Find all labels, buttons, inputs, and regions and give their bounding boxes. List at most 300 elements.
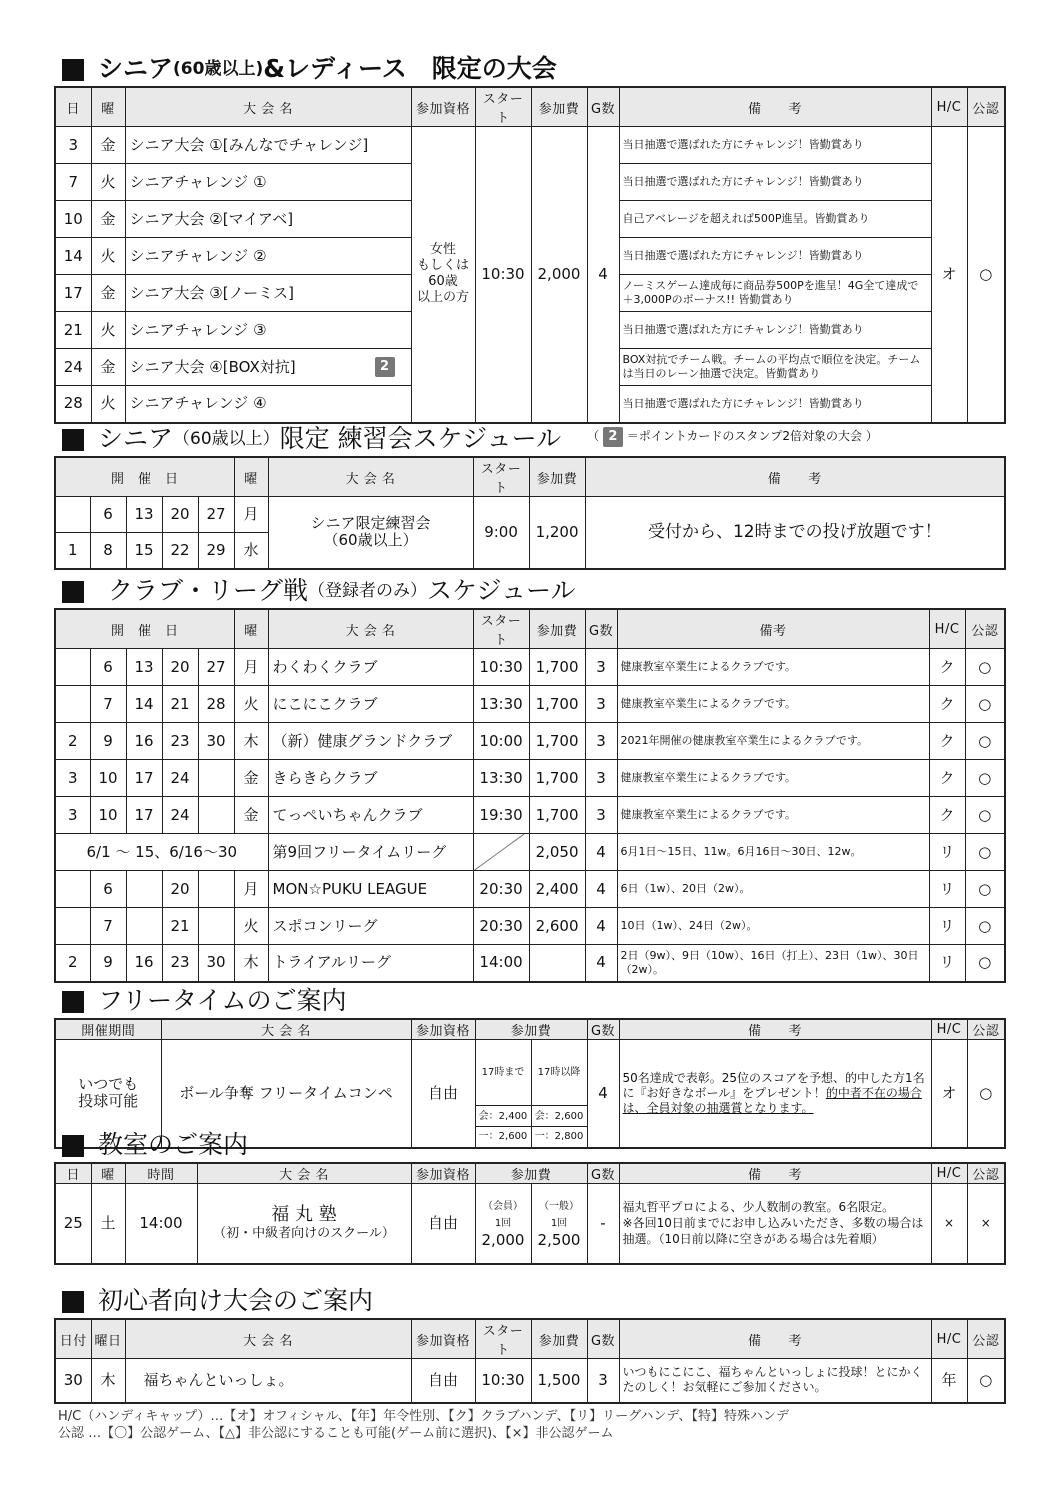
column-header: 参加費 xyxy=(529,609,585,649)
table-row xyxy=(55,686,1005,723)
official-cell: ○ xyxy=(965,871,1005,908)
official-cell: ○ xyxy=(965,760,1005,797)
dow-cell: 月 xyxy=(234,871,268,908)
note-open: （ xyxy=(587,429,600,443)
column-header: 大 会 名 xyxy=(197,1163,411,1184)
fee-cell: 1,700 xyxy=(529,797,585,834)
hc-cell: ク xyxy=(929,686,965,723)
date-cell xyxy=(55,497,90,533)
dow-cell: 木 xyxy=(91,1359,125,1403)
event-name-cell: ボール争奪 フリータイムコンペ xyxy=(161,1040,411,1148)
date-cell: 2 xyxy=(55,945,90,982)
official-cell: × xyxy=(967,1184,1005,1264)
date-cell: 23 xyxy=(162,723,198,760)
section-heading xyxy=(54,48,1004,86)
column-header: H/C xyxy=(931,1019,967,1040)
event-name-cell: シニアチャレンジ ④ xyxy=(125,386,411,423)
heading-text: シニア xyxy=(98,424,174,453)
column-header: 曜 xyxy=(234,609,268,649)
section-heading xyxy=(54,980,1004,1018)
day-cell: 7 xyxy=(55,164,91,201)
heading-text: シニア xyxy=(98,54,174,83)
fee-head-cell: 17時以降 xyxy=(531,1040,587,1106)
start-cell: 10:00 xyxy=(473,723,529,760)
section-heading xyxy=(54,1280,1004,1318)
official-cell: ○ xyxy=(965,649,1005,686)
column-header: 参加資格 xyxy=(411,1163,475,1184)
hc-cell: リ xyxy=(929,945,965,982)
note-cell: 6月1日～15日、11w。6月16日～30日、12w。 xyxy=(617,834,929,871)
heading-text: クラブ・リーグ戦 xyxy=(108,576,309,605)
square-bullet-icon xyxy=(62,581,84,603)
dow-cell: 火 xyxy=(234,686,268,723)
day-cell: 28 xyxy=(55,386,91,423)
column-header: G数 xyxy=(587,1019,619,1040)
hc-cell: オ xyxy=(931,127,967,423)
fee-once: 1回 xyxy=(494,1217,512,1229)
table-row xyxy=(55,945,1005,982)
column-header: 備 考 xyxy=(619,1019,931,1040)
table-row xyxy=(55,760,1005,797)
games-cell: 4 xyxy=(587,127,619,423)
date-cell xyxy=(55,908,90,945)
event-name-cell: てっぺいちゃんクラブ xyxy=(268,797,473,834)
column-header: 大 会 名 xyxy=(268,457,473,497)
table-row xyxy=(55,797,1005,834)
date-cell: 17 xyxy=(126,760,162,797)
column-header: 日 xyxy=(55,87,91,127)
start-cell xyxy=(473,834,529,871)
note-cell: BOX対抗でチーム戦。チームの平均点で順位を決定。チームは当日のレーン抽選で決定。皆勤賞あり xyxy=(619,349,931,386)
date-cell: 7 xyxy=(90,686,126,723)
date-cell: 14 xyxy=(126,686,162,723)
hc-cell: × xyxy=(931,1184,967,1264)
legend-hc: H/C（ハンディキャップ）…【オ】オフィシャル、【年】年令性別、【ク】クラブハンデ、【リ】リーグハンデ、【特】特殊ハンデ xyxy=(58,1409,789,1424)
games-cell: 4 xyxy=(585,945,617,982)
column-header: 備 考 xyxy=(585,457,1005,497)
day-cell: 14 xyxy=(55,238,91,275)
date-cell: 10 xyxy=(90,760,126,797)
event-name-cell: シニアチャレンジ ① xyxy=(125,164,411,201)
games-cell: 4 xyxy=(587,1040,619,1148)
date-cell: 24 xyxy=(162,797,198,834)
column-header: 備 考 xyxy=(619,1319,931,1359)
beginner-section xyxy=(54,1280,1004,1404)
date-cell: 20 xyxy=(162,649,198,686)
date-cell: 15 xyxy=(126,533,162,569)
heading-text: &レディース 限定の大会 xyxy=(263,54,557,83)
fee-cell xyxy=(529,945,585,982)
column-header: 参加費 xyxy=(531,87,587,127)
note-cell: いつもにこにこ、福ちゃんといっしょに投球！とにかくたのしく！お気軽にご参加ください。 xyxy=(619,1359,931,1403)
note-cell: 2021年開催の健康教室卒業生によるクラブです。 xyxy=(617,723,929,760)
school-sub: （初・中級者向けのスクール） xyxy=(213,1226,395,1242)
date-cell xyxy=(198,760,234,797)
fee-cell: 2,000 xyxy=(531,127,587,423)
legend xyxy=(58,1408,789,1442)
dow-cell: 木 xyxy=(234,945,268,982)
date-cell xyxy=(198,797,234,834)
games-cell: 4 xyxy=(585,871,617,908)
column-header: 大 会 名 xyxy=(125,1319,411,1359)
hc-cell: ク xyxy=(929,723,965,760)
column-header: G数 xyxy=(587,1163,619,1184)
date-cell: 20 xyxy=(162,871,198,908)
hc-cell: オ xyxy=(931,1040,967,1148)
note-cell: 健康教室卒業生によるクラブです。 xyxy=(617,649,929,686)
column-header: 公認 xyxy=(967,1019,1005,1040)
dow-cell: 金 xyxy=(91,201,125,238)
note-cell: 当日抽選で選ばれた方にチャレンジ！皆勤賞あり xyxy=(619,386,931,423)
hc-cell: ク xyxy=(929,797,965,834)
date-cell: 13 xyxy=(126,497,162,533)
date-cell: 6 xyxy=(90,649,126,686)
date-cell: 8 xyxy=(90,533,126,569)
date-cell: 30 xyxy=(198,723,234,760)
date-cell: 27 xyxy=(198,497,234,533)
official-cell: ○ xyxy=(965,908,1005,945)
column-header: 参加資格 xyxy=(411,1319,475,1359)
column-header: 公認 xyxy=(967,1319,1005,1359)
event-name-cell: MON☆PUKU LEAGUE xyxy=(268,871,473,908)
start-cell: 20:30 xyxy=(473,908,529,945)
note-underlined: 的中者不在の場合は、全員対象の抽選賞となります。 xyxy=(622,1085,922,1115)
senior-section xyxy=(54,48,1004,424)
note-text: 50名達成で表彰。25位のスコアを予想、的中した方1名に『お好きなボール』をプレゼント！ xyxy=(622,1070,925,1100)
event-name-cell: スポコンリーグ xyxy=(268,908,473,945)
club-table xyxy=(54,608,1006,983)
start-cell: 13:30 xyxy=(473,686,529,723)
heading-text: フリータイムのご案内 xyxy=(98,986,347,1015)
date-cell: 23 xyxy=(162,945,198,982)
column-header: 公認 xyxy=(967,87,1005,127)
column-header: 開催期間 xyxy=(55,1019,161,1040)
square-bullet-icon xyxy=(62,59,84,81)
note-cell: 福丸哲平プロによる、少人数制の教室。6名限定。 ※各回10日前までにお申し込みいただき、多数の場合は抽選。（10日前以降に空きがある場合は先着順） xyxy=(619,1184,931,1264)
event-name-cell xyxy=(197,1184,411,1264)
dow-cell: 金 xyxy=(91,127,125,164)
games-cell: 3 xyxy=(585,686,617,723)
fee-cell: 会：2,400 xyxy=(475,1106,531,1127)
note-cell: 2日（9w）、9日（10w）、16日（打上）、23日（1w）、30日（2w）。 xyxy=(617,945,929,982)
school-table xyxy=(54,1162,1006,1265)
fee-cell: 2,050 xyxy=(529,834,585,871)
dow-cell: 水 xyxy=(234,533,268,569)
date-cell xyxy=(198,908,234,945)
dow-cell: 火 xyxy=(91,312,125,349)
official-cell: ○ xyxy=(965,797,1005,834)
games-cell: 3 xyxy=(585,723,617,760)
date-cell: 13 xyxy=(126,649,162,686)
note-cell: 当日抽選で選ばれた方にチャレンジ！皆勤賞あり xyxy=(619,127,931,164)
column-header: G数 xyxy=(585,609,617,649)
column-header: 日付 xyxy=(55,1319,91,1359)
dow-cell: 木 xyxy=(234,723,268,760)
fee-cell: 1,700 xyxy=(529,723,585,760)
day-cell: 3 xyxy=(55,127,91,164)
fee-value: 2,500 xyxy=(537,1230,581,1249)
date-cell: 29 xyxy=(198,533,234,569)
event-name-cell: 第9回フリータイムリーグ xyxy=(268,834,473,871)
column-header: 公認 xyxy=(967,1163,1005,1184)
column-header: 大 会 名 xyxy=(125,87,411,127)
fee-cell: 2,600 xyxy=(529,908,585,945)
stamp-badge-icon: 2 xyxy=(603,427,623,447)
heading-text: 初心者向け大会のご案内 xyxy=(98,1286,374,1315)
column-header: G数 xyxy=(587,1319,619,1359)
start-cell: 13:30 xyxy=(473,760,529,797)
date-cell: 24 xyxy=(162,760,198,797)
column-header: スタート xyxy=(475,87,531,127)
hc-cell: 年 xyxy=(931,1359,967,1403)
date-cell: 3 xyxy=(55,797,90,834)
day-cell: 24 xyxy=(55,349,91,386)
event-name: シニア大会 ④[BOX対抗] xyxy=(129,357,296,376)
date-cell: 28 xyxy=(198,686,234,723)
note-cell: 健康教室卒業生によるクラブです。 xyxy=(617,760,929,797)
event-name-cell: シニアチャレンジ ② xyxy=(125,238,411,275)
note-cell: 10日（1w）、24日（2w）。 xyxy=(617,908,929,945)
games-cell: 4 xyxy=(585,908,617,945)
fee-cell: 2,400 xyxy=(529,871,585,908)
fee-cell: 1,200 xyxy=(529,497,585,569)
dow-cell: 金 xyxy=(91,349,125,386)
hc-cell: ク xyxy=(929,649,965,686)
official-cell: ○ xyxy=(965,686,1005,723)
start-cell: 10:30 xyxy=(475,1359,531,1403)
column-header: スタート xyxy=(473,609,529,649)
date-cell: 20 xyxy=(162,497,198,533)
dow-cell: 火 xyxy=(234,908,268,945)
note-cell: 健康教室卒業生によるクラブです。 xyxy=(617,797,929,834)
square-bullet-icon xyxy=(62,991,84,1013)
fee-head: （会員） xyxy=(483,1200,523,1212)
games-cell: 3 xyxy=(585,760,617,797)
column-header: G数 xyxy=(587,87,619,127)
games-cell: - xyxy=(587,1184,619,1264)
column-header: 参加費 xyxy=(475,1163,587,1184)
day-cell: 30 xyxy=(55,1359,91,1403)
day-cell: 10 xyxy=(55,201,91,238)
fee-cell: 一：2,800 xyxy=(531,1127,587,1148)
note-text: ＝ポイントカードのスタンプ2倍対象の大会 ） xyxy=(626,429,878,443)
dow-cell: 金 xyxy=(234,760,268,797)
period-cell: 6/1 ～ 15、6/16～30 xyxy=(55,834,268,871)
column-header: 開 催 日 xyxy=(55,609,234,649)
time-cell: 14:00 xyxy=(125,1184,197,1264)
games-cell: 3 xyxy=(587,1359,619,1403)
date-cell xyxy=(55,649,90,686)
date-cell: 30 xyxy=(198,945,234,982)
event-name-cell: わくわくクラブ xyxy=(268,649,473,686)
general-fee-cell xyxy=(531,1184,587,1264)
practice-section xyxy=(54,418,1004,570)
date-cell xyxy=(126,871,162,908)
column-header: 開 催 日 xyxy=(55,457,234,497)
date-cell xyxy=(126,908,162,945)
column-header: 曜 xyxy=(91,87,125,127)
heading-text: 教室のご案内 xyxy=(98,1130,249,1159)
note-cell: 健康教室卒業生によるクラブです。 xyxy=(617,686,929,723)
start-cell: 9:00 xyxy=(473,497,529,569)
column-header: H/C xyxy=(931,1163,967,1184)
practice-table xyxy=(54,456,1006,570)
table-row xyxy=(55,723,1005,760)
official-cell: ○ xyxy=(965,945,1005,982)
table-row xyxy=(55,497,1005,533)
column-header: 参加資格 xyxy=(411,87,475,127)
note-cell: ノーミスゲーム達成毎に商品券500Pを進呈！4G全て達成で＋3,000Pのボーナス!! 皆勤賞あり xyxy=(619,275,931,312)
heading-sub: （60歳以上） xyxy=(173,429,280,449)
fee-head-cell: 17時まで xyxy=(475,1040,531,1106)
official-cell: ○ xyxy=(965,723,1005,760)
column-header: 公認 xyxy=(965,609,1005,649)
heading-text: 限定 練習会スケジュール xyxy=(279,424,562,453)
games-cell: 4 xyxy=(585,834,617,871)
event-name-cell: トライアルリーグ xyxy=(268,945,473,982)
note-cell: 6日（1w）、20日（2w）。 xyxy=(617,871,929,908)
date-cell: 7 xyxy=(90,908,126,945)
date-cell: 6 xyxy=(90,871,126,908)
hc-cell: リ xyxy=(929,871,965,908)
fee-cell: 1,700 xyxy=(529,649,585,686)
section-heading xyxy=(54,1124,1004,1162)
column-header: 備 考 xyxy=(619,87,931,127)
column-header: 備考 xyxy=(617,609,929,649)
note-cell: 当日抽選で選ばれた方にチャレンジ！皆勤賞あり xyxy=(619,238,931,275)
start-cell: 10:30 xyxy=(475,127,531,423)
start-cell: 10:30 xyxy=(473,649,529,686)
official-cell: ○ xyxy=(965,834,1005,871)
event-name-cell: シニア限定練習会 （60歳以上） xyxy=(268,497,473,569)
date-cell: 22 xyxy=(162,533,198,569)
column-header: 大 会 名 xyxy=(268,609,473,649)
day-cell: 21 xyxy=(55,312,91,349)
column-header: H/C xyxy=(931,1319,967,1359)
fee-cell: 1,500 xyxy=(531,1359,587,1403)
date-cell xyxy=(55,871,90,908)
date-cell xyxy=(198,871,234,908)
date-cell: 17 xyxy=(126,797,162,834)
beginner-table xyxy=(54,1318,1006,1404)
date-cell: 16 xyxy=(126,945,162,982)
day-cell: 25 xyxy=(55,1184,91,1264)
games-cell: 3 xyxy=(585,797,617,834)
date-cell: 16 xyxy=(126,723,162,760)
square-bullet-icon xyxy=(62,429,84,451)
badge-note xyxy=(587,421,878,451)
note-cell: 受付から、12時までの投げ放題です！ xyxy=(585,497,1005,569)
start-cell: 14:00 xyxy=(473,945,529,982)
section-heading xyxy=(54,570,1004,608)
event-name-cell: きらきらクラブ xyxy=(268,760,473,797)
dow-cell: 月 xyxy=(234,497,268,533)
fee-cell: 一：2,600 xyxy=(475,1127,531,1148)
qualification-cell: 女性 もしくは 60歳 以上の方 xyxy=(411,127,475,423)
club-section xyxy=(54,570,1004,983)
column-header: 参加資格 xyxy=(411,1019,475,1040)
hc-cell: ク xyxy=(929,760,965,797)
date-cell: 21 xyxy=(162,686,198,723)
column-header: 参加費 xyxy=(531,1319,587,1359)
name-wrap xyxy=(130,357,409,377)
column-header: スタート xyxy=(473,457,529,497)
event-name-cell: シニア大会 ②[マイアベ] xyxy=(125,201,411,238)
date-cell: 21 xyxy=(162,908,198,945)
start-cell: 19:30 xyxy=(473,797,529,834)
day-cell: 17 xyxy=(55,275,91,312)
note-cell: 当日抽選で選ばれた方にチャレンジ！皆勤賞あり xyxy=(619,312,931,349)
start-cell: 20:30 xyxy=(473,871,529,908)
section-heading xyxy=(54,418,1004,456)
stamp-badge-icon: 2 xyxy=(375,357,395,377)
school-name: 福 丸 塾 xyxy=(271,1204,337,1226)
date-cell: 27 xyxy=(198,649,234,686)
period-cell: いつでも 投球可能 xyxy=(55,1040,161,1148)
dow-cell: 金 xyxy=(234,797,268,834)
qualification-cell: 自由 xyxy=(411,1184,475,1264)
dow-cell: 火 xyxy=(91,386,125,423)
heading-text: スケジュール xyxy=(427,576,576,605)
table-row xyxy=(55,871,1005,908)
school-section xyxy=(54,1124,1004,1265)
column-header: 曜 xyxy=(234,457,268,497)
official-cell: ○ xyxy=(967,1359,1005,1403)
square-bullet-icon xyxy=(62,1135,84,1157)
column-header: H/C xyxy=(929,609,965,649)
date-cell: 3 xyxy=(55,760,90,797)
table-row xyxy=(55,834,1005,871)
note-cell: 自己アベレージを超えれば500P進呈。皆勤賞あり xyxy=(619,201,931,238)
hc-cell: リ xyxy=(929,834,965,871)
senior-table xyxy=(54,86,1006,424)
legend-official: 公認 …【〇】公認ゲーム、【△】非公認にすることも可能(ゲーム前に選択)、【×】非公認ゲーム xyxy=(58,1426,614,1441)
note-cell: 当日抽選で選ばれた方にチャレンジ！皆勤賞あり xyxy=(619,164,931,201)
date-cell: 9 xyxy=(90,945,126,982)
column-header: 時間 xyxy=(125,1163,197,1184)
date-cell: 10 xyxy=(90,797,126,834)
fee-value: 2,000 xyxy=(481,1230,525,1249)
dow-cell: 金 xyxy=(91,275,125,312)
table-row xyxy=(55,649,1005,686)
fee-cell: 会：2,600 xyxy=(531,1106,587,1127)
date-cell: 2 xyxy=(55,723,90,760)
fee-head: （一般） xyxy=(539,1200,579,1212)
event-name-cell: 福ちゃんといっしょ。 xyxy=(125,1359,411,1403)
column-header: 参加費 xyxy=(529,457,585,497)
hc-cell: リ xyxy=(929,908,965,945)
dow-cell: 火 xyxy=(91,238,125,275)
dow-cell: 月 xyxy=(234,649,268,686)
event-name-cell: にこにこクラブ xyxy=(268,686,473,723)
event-name-cell: （新）健康グランドクラブ xyxy=(268,723,473,760)
date-cell xyxy=(55,686,90,723)
column-header: H/C xyxy=(931,87,967,127)
games-cell: 3 xyxy=(585,649,617,686)
event-name-cell: シニア大会 ③[ノーミス] xyxy=(125,275,411,312)
event-name-cell: シニアチャレンジ ③ xyxy=(125,312,411,349)
column-header: 曜日 xyxy=(91,1319,125,1359)
dow-cell: 土 xyxy=(91,1184,125,1264)
column-header: 備 考 xyxy=(619,1163,931,1184)
heading-sub: (60歳以上) xyxy=(173,59,264,79)
official-cell: ○ xyxy=(967,1040,1005,1148)
event-name-cell: シニア大会 ①[みんなでチャレンジ] xyxy=(125,127,411,164)
table-row xyxy=(55,127,1005,164)
date-cell: 1 xyxy=(55,533,90,569)
official-cell: ○ xyxy=(967,127,1005,423)
heading-sub: （登録者のみ） xyxy=(308,581,428,601)
